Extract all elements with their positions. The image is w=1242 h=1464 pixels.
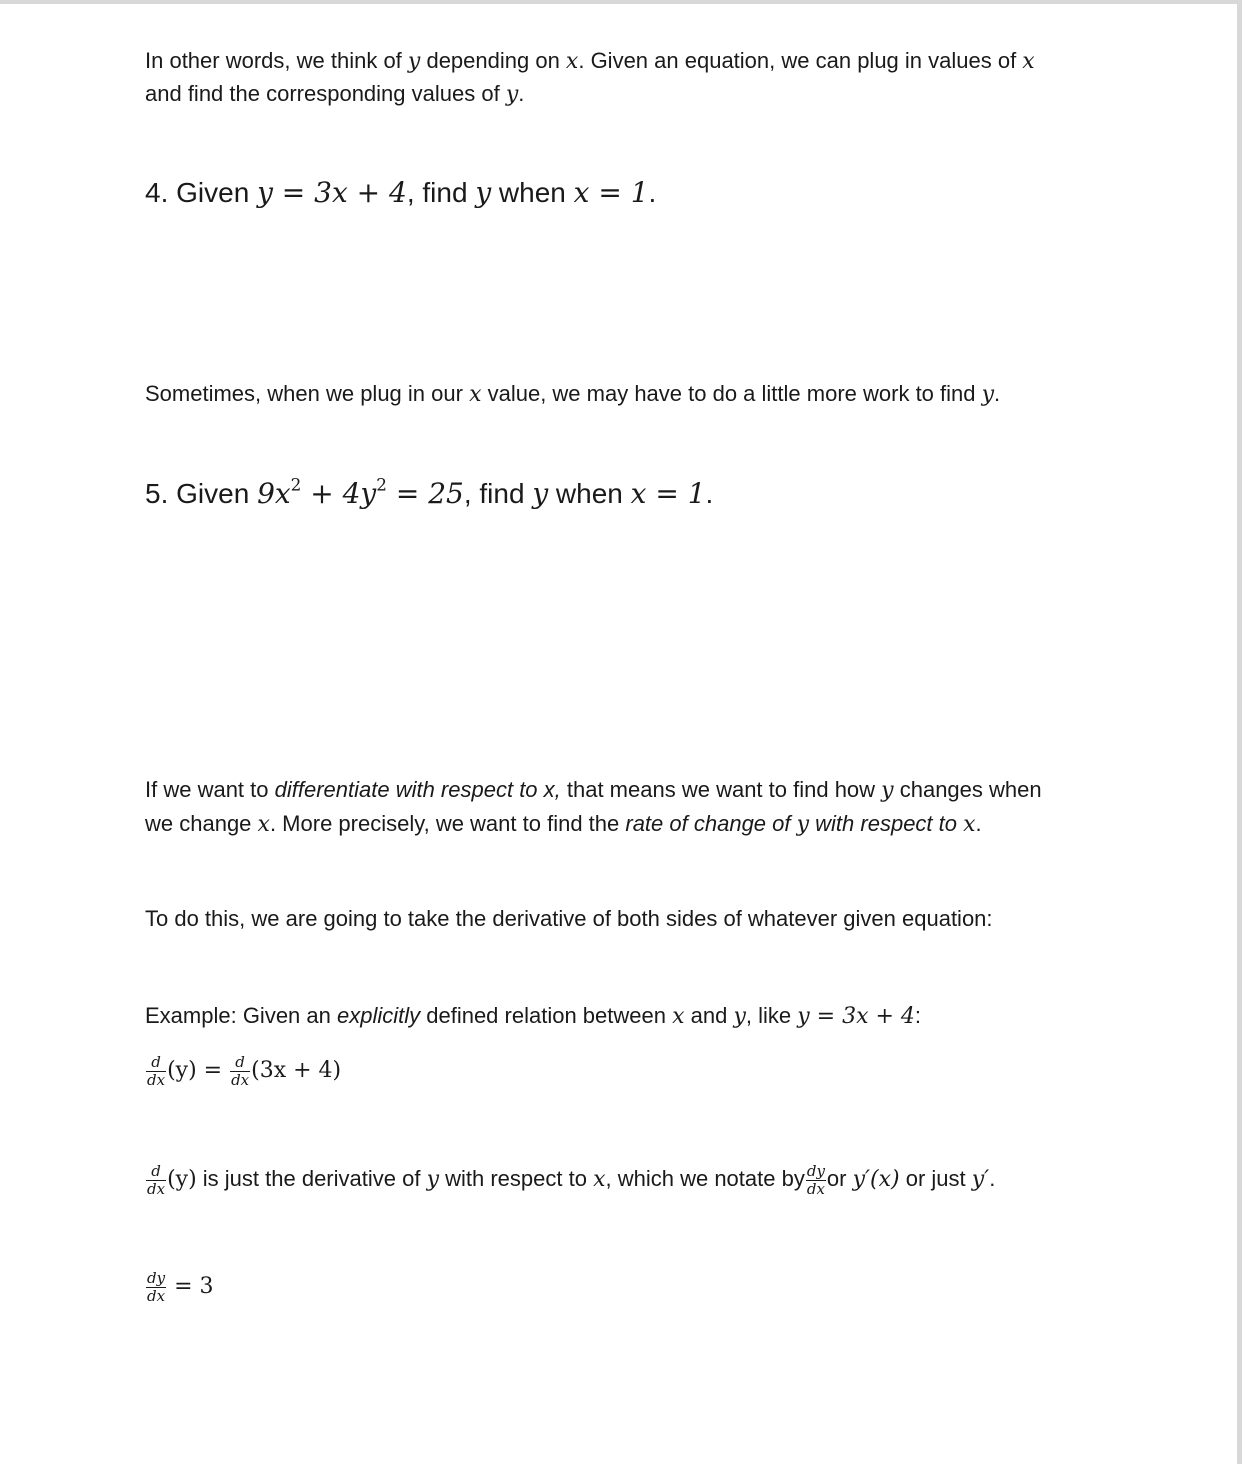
plug-in-paragraph: Sometimes, when we plug in our x value, we may have to do a little more work to find y. [145,381,1001,407]
d-dx-fraction-left: $\frac{d}{dx}$ [147,1052,166,1089]
page-edge-top [0,0,1242,4]
d-dx-fraction-right: $\frac{d}{dx}$ [231,1052,250,1089]
notation-paragraph: $\frac{d}{dx}$ (y) is just the derivative of y with respect to x, which we notate by $\frac{dy}{dx}$ or y′(x) or just y′. [147,1161,996,1198]
dy-dx-fraction-notation: $\frac{dy}{dx}$ [806,1161,825,1198]
d-dx-fraction-notation: $\frac{d}{dx}$ [147,1161,166,1198]
derivative-equation: $\frac{d}{dx}$ (y) = $\frac{d}{dx}$ (3x + 4) [147,1052,342,1089]
derivative-both-sides-paragraph: To do this, we are going to take the derivative of both sides of whatever given equation: [145,906,993,931]
differentiate-paragraph-line-2: we change x. More precisely, we want to find the rate of change of y with respect to x. [145,811,982,837]
question-5: 5. Given $9x^2 + 4y^2 = 25$, find y when x = 1. [145,474,714,510]
dy-dx-result: $\frac{dy}{dx}$ = 3 [147,1268,214,1305]
dy-dx-fraction-result: $\frac{dy}{dx}$ [147,1268,166,1305]
differentiate-paragraph-line-1: If we want to differentiate with respect to x, that means we want to find how y changes when [145,777,1042,803]
intro-paragraph-line-1: In other words, we think of y depending on x. Given an equation, we can plug in values of x [145,48,1035,74]
page-edge-right [1237,0,1242,1464]
example-paragraph: Example: Given an explicitly defined relation between x and y, like y = 3x + 4: [145,1003,922,1029]
intro-paragraph-line-2: and find the corresponding values of y. [145,81,525,107]
question-4: 4. Given y = 3x + 4, find y when x = 1. [145,176,657,209]
